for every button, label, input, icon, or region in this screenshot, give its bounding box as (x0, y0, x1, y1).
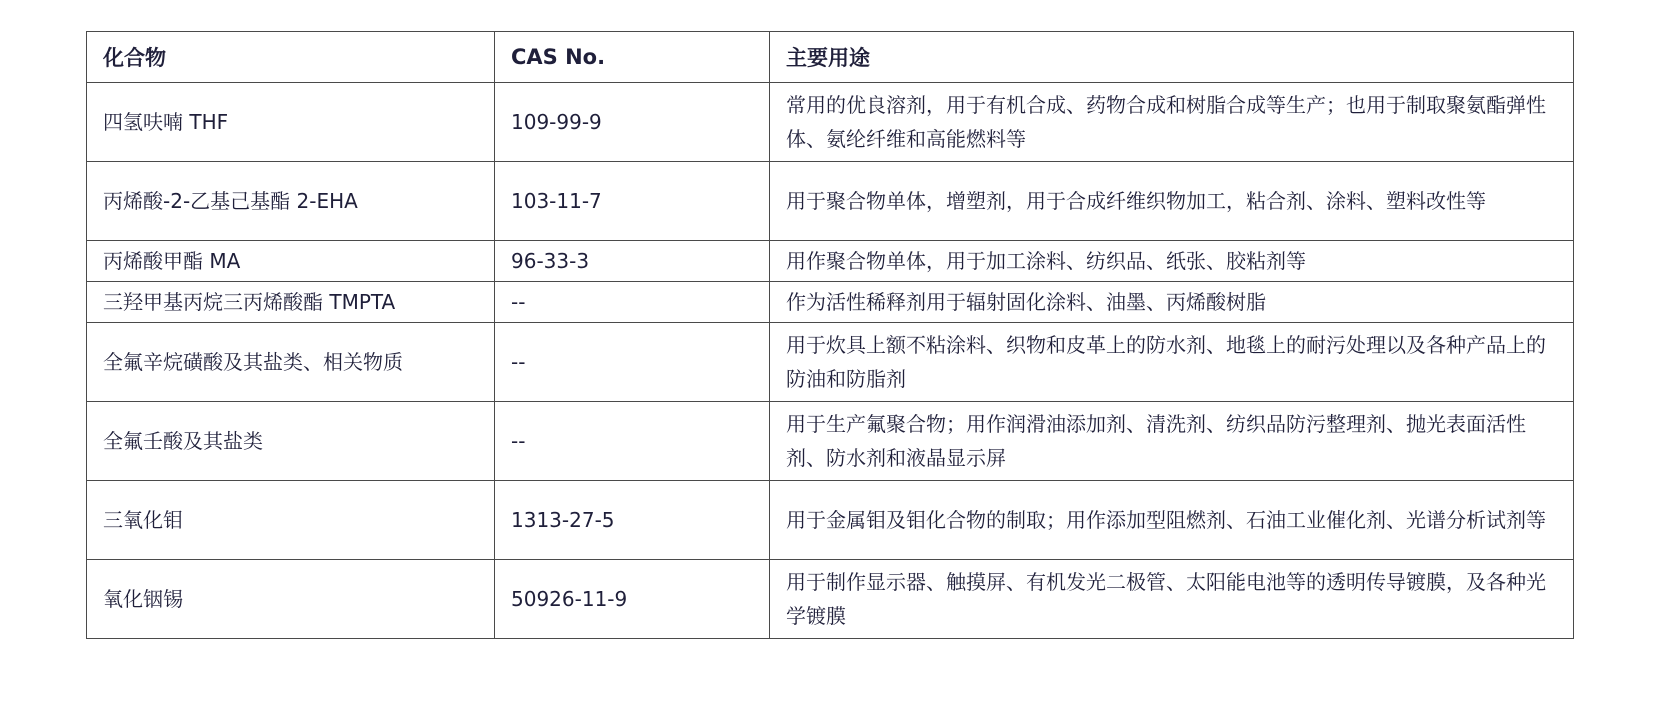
cas-cell: -- (495, 323, 770, 402)
table-row (87, 83, 1574, 162)
table-row (87, 162, 1574, 241)
header-compound: 化合物 (87, 32, 495, 83)
compound-cell: 氧化铟锡 (87, 560, 495, 639)
use-cell: 用于金属钼及钼化合物的制取；用作添加型阻燃剂、石油工业催化剂、光谱分析试剂等 (770, 481, 1574, 560)
table-header-row (87, 32, 1574, 83)
compound-cell: 全氟辛烷磺酸及其盐类、相关物质 (87, 323, 495, 402)
table-row (87, 282, 1574, 323)
cas-cell: 109-99-9 (495, 83, 770, 162)
compound-cell: 四氢呋喃 THF (87, 83, 495, 162)
use-cell: 用作聚合物单体，用于加工涂料、纺织品、纸张、胶粘剂等 (770, 241, 1574, 282)
header-main-use: 主要用途 (770, 32, 1574, 83)
table-row (87, 560, 1574, 639)
use-cell: 用于聚合物单体，增塑剂，用于合成纤维织物加工，粘合剂、涂料、塑料改性等 (770, 162, 1574, 241)
use-cell: 作为活性稀释剂用于辐射固化涂料、油墨、丙烯酸树脂 (770, 282, 1574, 323)
compound-cell: 丙烯酸甲酯 MA (87, 241, 495, 282)
use-cell: 用于生产氟聚合物；用作润滑油添加剂、清洗剂、纺织品防污整理剂、抛光表面活性剂、防水剂和液晶显示屏 (770, 402, 1574, 481)
compound-cell: 三氧化钼 (87, 481, 495, 560)
cas-cell: -- (495, 402, 770, 481)
cas-cell: 103-11-7 (495, 162, 770, 241)
compound-table (86, 31, 1574, 639)
cas-cell: 1313-27-5 (495, 481, 770, 560)
cas-cell: 50926-11-9 (495, 560, 770, 639)
table-row (87, 481, 1574, 560)
compound-cell: 全氟壬酸及其盐类 (87, 402, 495, 481)
cas-cell: 96-33-3 (495, 241, 770, 282)
use-cell: 常用的优良溶剂，用于有机合成、药物合成和树脂合成等生产；也用于制取聚氨酯弹性体、氨纶纤维和高能燃料等 (770, 83, 1574, 162)
table-row (87, 402, 1574, 481)
compound-cell: 三羟甲基丙烷三丙烯酸酯 TMPTA (87, 282, 495, 323)
use-cell: 用于炊具上额不粘涂料、织物和皮革上的防水剂、地毯上的耐污处理以及各种产品上的防油和防脂剂 (770, 323, 1574, 402)
header-cas-no: CAS No. (495, 32, 770, 83)
table-row (87, 323, 1574, 402)
table-row (87, 241, 1574, 282)
compound-cell: 丙烯酸-2-乙基己基酯 2-EHA (87, 162, 495, 241)
use-cell: 用于制作显示器、触摸屏、有机发光二极管、太阳能电池等的透明传导镀膜，及各种光学镀膜 (770, 560, 1574, 639)
cas-cell: -- (495, 282, 770, 323)
